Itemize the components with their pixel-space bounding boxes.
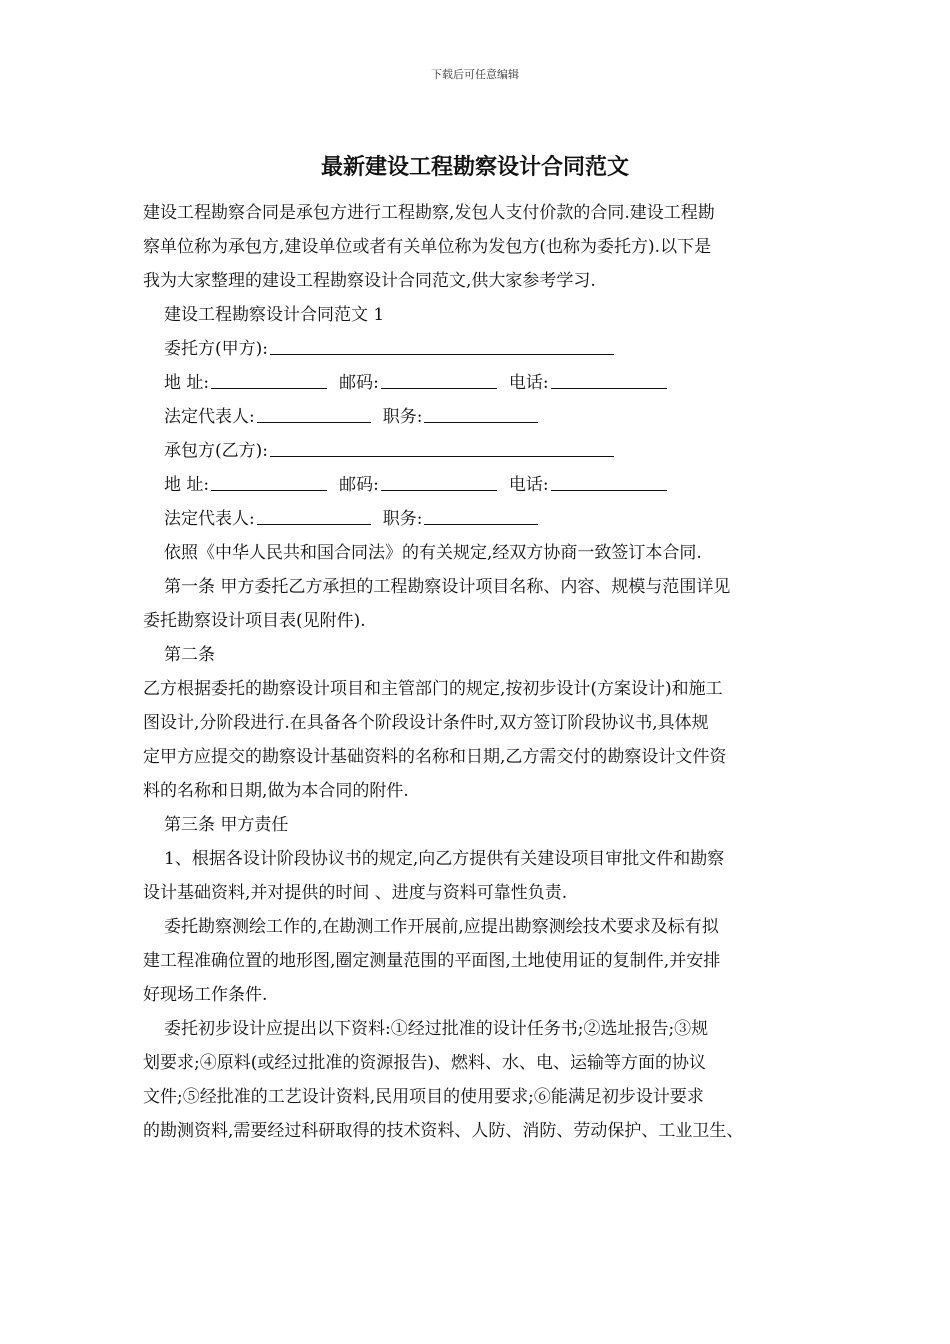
article-1-line: 委托勘察设计项目表(见附件). xyxy=(143,611,366,631)
party-b-title-field xyxy=(383,502,539,536)
title-blank xyxy=(424,400,538,423)
phone-blank xyxy=(551,468,667,491)
party-b-label: 承包方(乙方): xyxy=(164,441,268,461)
party-a-phone-field xyxy=(509,366,667,400)
party-b-rep-row xyxy=(143,502,815,536)
article-3-item-line: 1、根据各设计阶段协议书的规定,向乙方提供有关建设项目审批文件和勘察 xyxy=(164,849,725,869)
party-a-label: 委托方(甲方): xyxy=(164,339,268,359)
article-2-heading: 第二条 xyxy=(164,645,215,665)
intro-line: 察单位称为承包方,建设单位或者有关单位称为发包方(也称为委托方).以下是 xyxy=(143,237,712,257)
party-b-phone-field xyxy=(509,468,667,502)
article-2-line: 图设计,分阶段进行.在具备各个阶段设计条件时,双方签订阶段协议书,具体规 xyxy=(143,713,709,733)
party-a-name-blank xyxy=(270,332,614,355)
header-note: 下载后可任意编辑 xyxy=(431,68,519,81)
title-label: 职务: xyxy=(382,407,423,427)
party-b-post-field xyxy=(339,468,497,502)
address-label: 地 址: xyxy=(164,475,210,495)
title-label: 职务: xyxy=(382,509,423,529)
party-a-name-row xyxy=(143,332,815,366)
party-a-rep-field xyxy=(164,400,371,434)
intro-line: 我为大家整理的建设工程勘察设计合同范文,供大家参考学习. xyxy=(143,271,596,291)
address-blank xyxy=(211,468,327,491)
basis-clause: 依照《中华人民共和国合同法》的有关规定,经双方协商一致签订本合同. xyxy=(164,543,702,563)
party-a-post-field xyxy=(339,366,497,400)
postcode-blank xyxy=(381,366,497,389)
document-body xyxy=(143,196,815,1148)
sample-title: 建设工程勘察设计合同范文 1 xyxy=(164,305,385,325)
prelim-line: 委托初步设计应提出以下资料:①经过批准的设计任务书;②选址报告;③规 xyxy=(164,1019,709,1039)
party-a-rep-row xyxy=(143,400,815,434)
article-2-line: 乙方根据委托的勘察设计项目和主管部门的规定,按初步设计(方案设计)和施工 xyxy=(143,679,723,699)
party-b-name-row xyxy=(143,434,815,468)
rep-blank xyxy=(257,400,371,423)
article-1-line: 第一条 甲方委托乙方承担的工程勘察设计项目名称、内容、规模与范围详见 xyxy=(164,577,731,597)
rep-label: 法定代表人: xyxy=(164,509,255,529)
survey-line: 好现场工作条件. xyxy=(143,985,268,1005)
document-title: 最新建设工程勘察设计合同范文 xyxy=(320,155,629,180)
survey-line: 委托勘察测绘工作的,在勘测工作开展前,应提出勘察测绘技术要求及标有拟 xyxy=(164,917,719,937)
party-b-name-blank xyxy=(270,434,614,457)
postcode-blank xyxy=(381,468,497,491)
rep-blank xyxy=(257,502,371,525)
party-b-contact-row xyxy=(143,468,815,502)
phone-label: 电话: xyxy=(508,373,549,393)
phone-blank xyxy=(551,366,667,389)
address-blank xyxy=(211,366,327,389)
address-label: 地 址: xyxy=(164,373,210,393)
prelim-line: 划要求;④原料(或经过批准的资源报告)、燃料、水、电、运输等方面的协议 xyxy=(143,1053,706,1073)
party-a-title-field xyxy=(383,400,539,434)
article-3-heading: 第三条 甲方责任 xyxy=(164,815,289,835)
title-blank xyxy=(424,502,538,525)
postcode-label: 邮码: xyxy=(339,475,379,495)
postcode-label: 邮码: xyxy=(339,373,379,393)
article-2-line: 料的名称和日期,做为本合同的附件. xyxy=(143,781,409,801)
survey-line: 建工程准确位置的地形图,圈定测量范围的平面图,土地使用证的复制件,并安排 xyxy=(143,951,721,971)
rep-label: 法定代表人: xyxy=(164,407,255,427)
party-b-rep-field xyxy=(164,502,371,536)
party-a-addr-field xyxy=(164,366,327,400)
intro-line: 建设工程勘察合同是承包方进行工程勘察,发包人支付价款的合同.建设工程勘 xyxy=(143,203,715,223)
phone-label: 电话: xyxy=(508,475,549,495)
article-2-line: 定甲方应提交的勘察设计基础资料的名称和日期,乙方需交付的勘察设计文件资 xyxy=(143,747,727,767)
article-3-item-line: 设计基础资料,并对提供的时间 、进度与资料可靠性负责. xyxy=(143,883,568,903)
party-a-contact-row xyxy=(143,366,815,400)
prelim-line: 的勘测资料,需要经过科研取得的技术资料、人防、消防、劳动保护、工业卫生、 xyxy=(143,1121,744,1141)
party-b-addr-field xyxy=(164,468,327,502)
prelim-line: 文件;⑤经批准的工艺设计资料,民用项目的使用要求;⑥能满足初步设计要求 xyxy=(143,1087,704,1107)
